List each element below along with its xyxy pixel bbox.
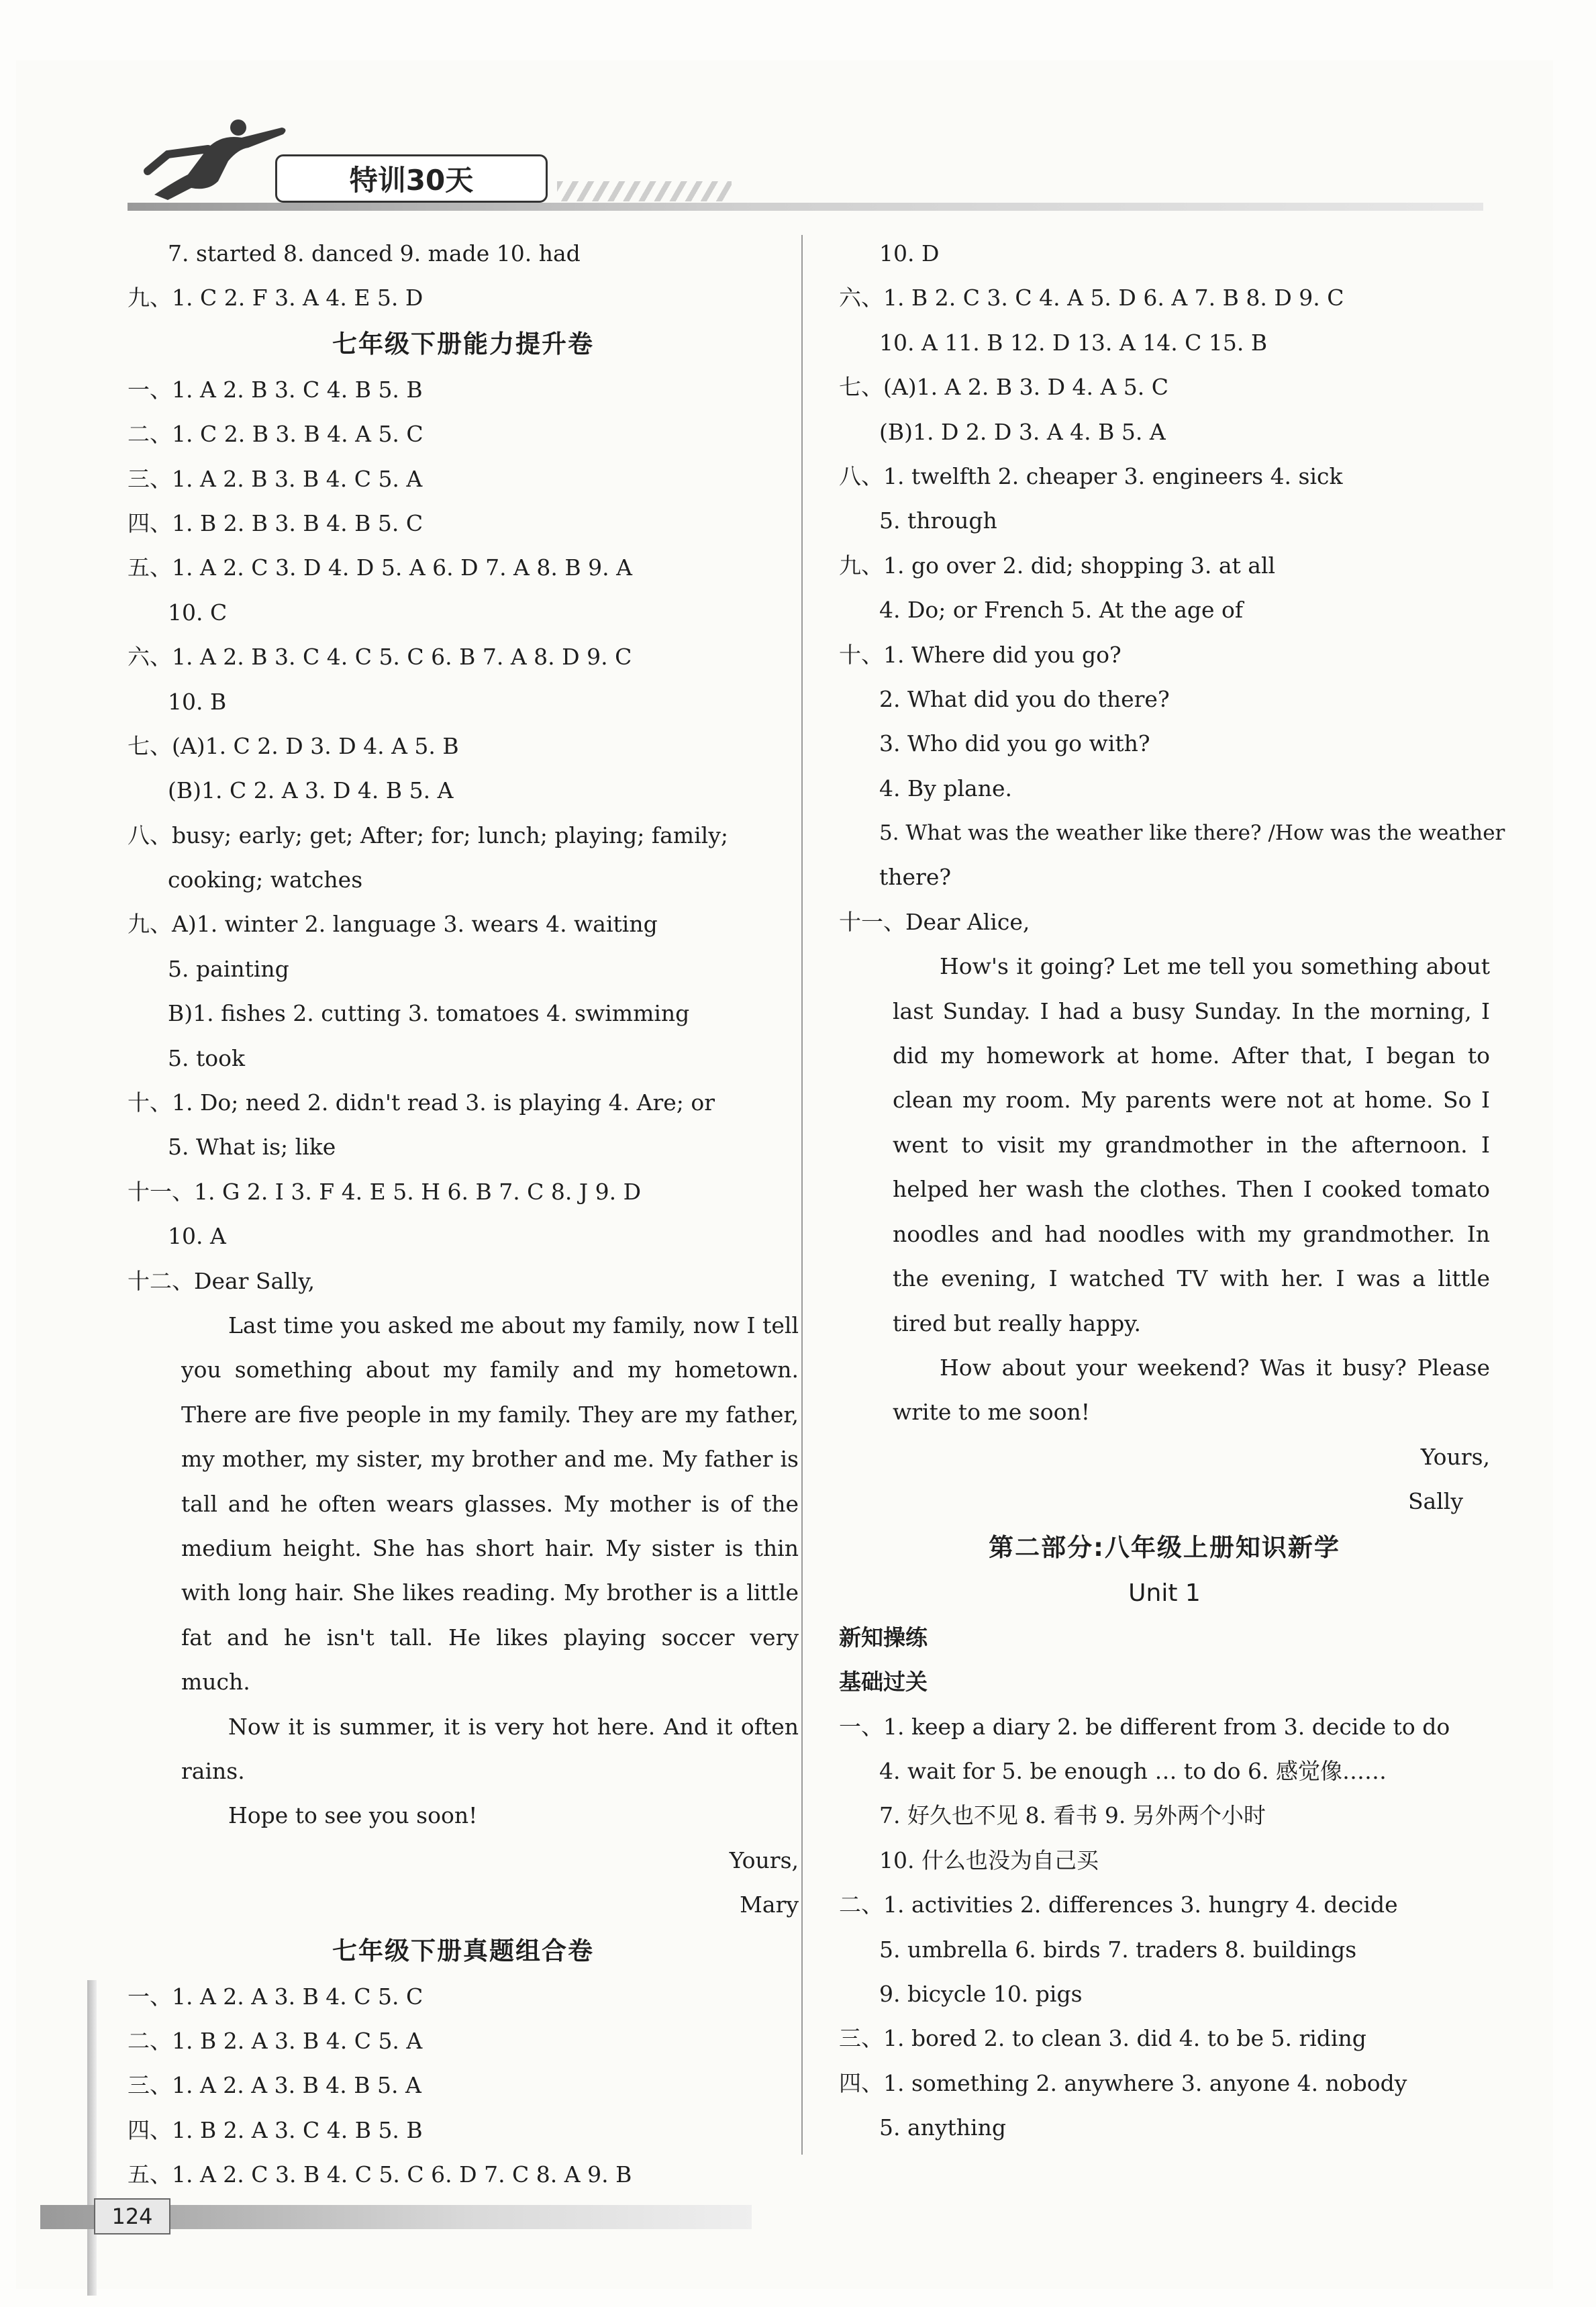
answer-line: 八、busy; early; get; After; for; lunch; playing; family; bbox=[128, 822, 728, 848]
letter-salutation: 十一、Dear Alice, bbox=[839, 908, 1030, 935]
answer-line: 二、1. activities 2. differences 3. hungry 4. decide bbox=[839, 1892, 1398, 1918]
answer-line: 5. painting bbox=[168, 955, 289, 982]
answer-line: (B)1. C 2. A 3. D 4. B 5. A bbox=[168, 777, 454, 804]
answer-line: 七、(A)1. A 2. B 3. D 4. A 5. C bbox=[839, 374, 1169, 401]
answer-line: B)1. fishes 2. cutting 3. tomatoes 4. swimming bbox=[168, 1000, 690, 1027]
answer-line: 六、1. A 2. B 3. C 4. C 5. C 6. B 7. A 8. D 9. C bbox=[128, 644, 632, 671]
letter-signature: Sally bbox=[1407, 1488, 1463, 1515]
answer-line: 二、1. C 2. B 3. B 4. A 5. C bbox=[128, 421, 423, 448]
answer-line: 10. B bbox=[168, 688, 227, 715]
answer-line: 4. By plane. bbox=[879, 775, 1012, 801]
book-title-badge: 特训30天 bbox=[275, 154, 548, 203]
page-header bbox=[128, 107, 1483, 208]
answer-line: 10. A 11. B 12. D 13. A 14. C 15. B bbox=[879, 329, 1268, 356]
answer-line: 十、1. Where did you go? bbox=[839, 641, 1121, 668]
letter-paragraph: Hope to see you soon! bbox=[228, 1802, 478, 1829]
letter-paragraph: How's it going? Let me tell you something about last Sunday. I had a busy Sunday. In the morning, I did my homework at home. After that, I began to clean my room. My parents were not at home. So I went to visit my grandmother in the afternoon. I helped her wash the clothes. Then I cooked tomato noodles and had noodles with my grandmother. In the evening, I watched TV with her. I was a little tired but really happy. bbox=[893, 953, 1490, 1336]
letter-paragraph: Now it is summer, it is very hot here. And it often rains. bbox=[181, 1713, 799, 1785]
unit-title: Unit 1 bbox=[1128, 1579, 1201, 1607]
answer-line: 10. D bbox=[879, 240, 940, 266]
header-decoration bbox=[557, 181, 732, 201]
page-number: 124 bbox=[94, 2198, 170, 2235]
letter-salutation: 十二、Dear Sally, bbox=[128, 1267, 315, 1294]
letter-signature: Mary bbox=[740, 1892, 799, 1918]
right-column bbox=[839, 232, 1505, 2151]
letter-paragraph: Last time you asked me about my family, now I tell you something about my family and my hometown. There are five people in my family. They are my father, my mother, my sister, my brother and me. My father is tall and he often wears glasses. My mother is of the medium height. She has short hair. My sister is thin with long hair. She likes reading. My brother is a little fat and he isn't tall. He likes playing soccer very much. bbox=[181, 1312, 799, 1696]
answer-line: 五、1. A 2. C 3. B 4. C 5. C 6. D 7. C 8. A 9. B bbox=[128, 2161, 632, 2188]
column-divider bbox=[801, 235, 803, 2155]
answer-line: 九、A)1. winter 2. language 3. wears 4. waiting bbox=[128, 911, 658, 938]
answer-line: 四、1. B 2. A 3. C 4. B 5. B bbox=[128, 2116, 423, 2143]
answer-line: 十一、1. G 2. I 3. F 4. E 5. H 6. B 7. C 8. J 9. D bbox=[128, 1178, 642, 1205]
answer-line: 10. A bbox=[168, 1223, 226, 1250]
letter-closing: Yours, bbox=[1420, 1443, 1490, 1470]
answer-line: 7. started 8. danced 9. made 10. had bbox=[168, 240, 581, 266]
answer-line: 5. What is; like bbox=[168, 1134, 336, 1161]
answer-line: 四、1. something 2. anywhere 3. anyone 4. nobody bbox=[839, 2069, 1407, 2096]
page-edge-shadow bbox=[87, 1980, 97, 2296]
answer-line: 5. umbrella 6. birds 7. traders 8. buildings bbox=[879, 1936, 1357, 1963]
answer-line: 九、1. C 2. F 3. A 4. E 5. D bbox=[128, 285, 423, 311]
answer-line: 一、1. keep a diary 2. be different from 3. decide to do bbox=[839, 1713, 1450, 1740]
section-title: 七年级下册能力提升卷 bbox=[332, 329, 594, 358]
answer-line: 7. 好久也不见 8. 看书 9. 另外两个小时 bbox=[879, 1802, 1266, 1829]
answer-line: 5. through bbox=[879, 507, 997, 534]
answer-line: 5. anything bbox=[879, 2114, 1006, 2141]
left-column bbox=[128, 232, 799, 2198]
answer-line: 五、1. A 2. C 3. D 4. D 5. A 6. D 7. A 8. B 9. A bbox=[128, 554, 632, 581]
answer-line: 4. Do; or French 5. At the age of bbox=[879, 597, 1244, 624]
answer-line: 八、1. twelfth 2. cheaper 3. engineers 4. sick bbox=[839, 462, 1343, 489]
answer-line: 一、1. A 2. A 3. B 4. C 5. C bbox=[128, 1983, 423, 2010]
letter-closing: Yours, bbox=[729, 1847, 799, 1873]
answer-line: 三、1. A 2. A 3. B 4. B 5. A bbox=[128, 2072, 421, 2099]
answer-line: 5. What was the weather like there? /How was the weather bbox=[879, 821, 1505, 846]
answer-line: (B)1. D 2. D 3. A 4. B 5. A bbox=[879, 418, 1166, 445]
answer-line: 3. Who did you go with? bbox=[879, 730, 1150, 757]
answer-line: 2. What did you do there? bbox=[879, 685, 1170, 712]
answer-line: 9. bicycle 10. pigs bbox=[879, 1981, 1083, 2008]
subsection-title: 新知操练 bbox=[839, 1624, 928, 1651]
answer-line: 四、1. B 2. B 3. B 4. B 5. C bbox=[128, 509, 423, 536]
answer-line: 4. wait for 5. be enough … to do 6. 感觉像…… bbox=[879, 1758, 1387, 1785]
part-title: 第二部分:八年级上册知识新学 bbox=[989, 1532, 1340, 1562]
answer-line: 5. took bbox=[168, 1044, 245, 1071]
letter-paragraph: How about your weekend? Was it busy? Please write to me soon! bbox=[893, 1354, 1490, 1426]
section-title: 七年级下册真题组合卷 bbox=[332, 1936, 594, 1965]
answer-line: 六、1. B 2. C 3. C 4. A 5. D 6. A 7. B 8. D 9. C bbox=[839, 285, 1344, 311]
answer-line: 三、1. A 2. B 3. B 4. C 5. A bbox=[128, 465, 423, 492]
answer-line: 十、1. Do; need 2. didn't read 3. is playing 4. Are; or bbox=[128, 1089, 715, 1116]
subsection-title: 基础过关 bbox=[839, 1669, 928, 1696]
answer-line: 七、(A)1. C 2. D 3. D 4. A 5. B bbox=[128, 732, 459, 759]
answer-line: 九、1. go over 2. did; shopping 3. at all bbox=[839, 552, 1276, 579]
header-rule bbox=[128, 203, 1483, 211]
answer-line: 三、1. bored 2. to clean 3. did 4. to be 5. riding bbox=[839, 2025, 1366, 2052]
answer-line: 10. 什么也没为自己买 bbox=[879, 1847, 1099, 1873]
answer-line: 一、1. A 2. B 3. C 4. B 5. B bbox=[128, 376, 423, 403]
answer-line: cooking; watches bbox=[168, 867, 363, 893]
answer-line: 10. C bbox=[168, 599, 228, 626]
answer-line: there? bbox=[879, 864, 952, 891]
answer-line: 二、1. B 2. A 3. B 4. C 5. A bbox=[128, 2028, 423, 2055]
